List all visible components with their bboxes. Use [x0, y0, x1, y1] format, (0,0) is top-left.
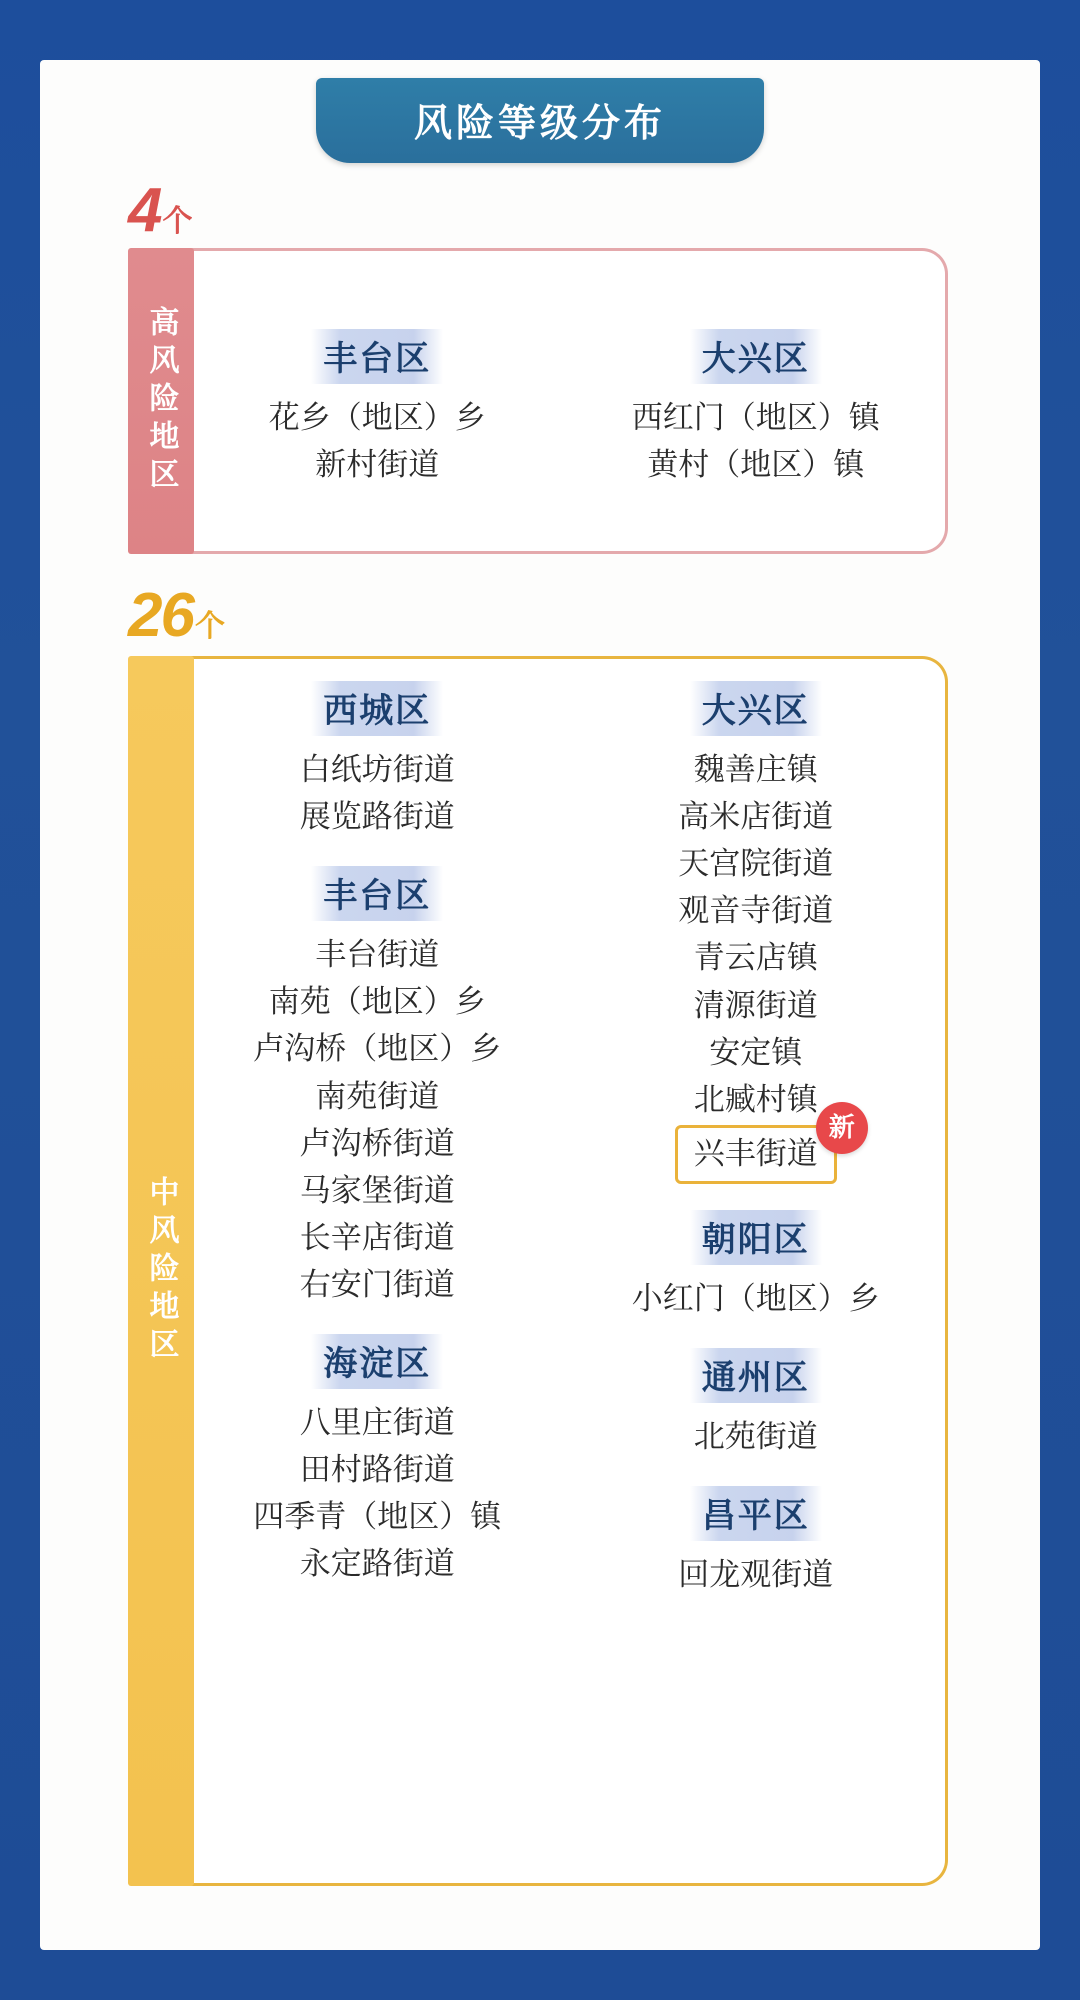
list-item: 右安门街道: [299, 1266, 455, 1302]
list-item: 白纸坊街道: [299, 752, 455, 787]
page-title: 风险等级分布: [316, 78, 764, 163]
medium-risk-count-unit: 个: [194, 610, 225, 643]
high-risk-count-number: 4: [128, 176, 161, 245]
district-name: 丰台区: [311, 866, 443, 921]
district-name: 大兴区: [690, 681, 822, 736]
high-risk-count: [128, 176, 193, 245]
medium-risk-label-text: 中风险地区: [144, 1176, 178, 1366]
list-item: 田村路街道: [299, 1452, 455, 1488]
list-item: 南苑街道: [315, 1078, 440, 1114]
list-item: 南苑（地区）乡: [268, 984, 486, 1020]
district-name: 朝阳区: [690, 1210, 822, 1265]
list-item: 花乡（地区）乡: [268, 400, 486, 435]
medium-risk-columns: [188, 681, 945, 1598]
high-risk-count-unit: 个: [162, 205, 193, 238]
medium-risk-count-number: 26: [128, 581, 193, 650]
list-item: 展览路街道: [299, 799, 455, 835]
district-group: [188, 681, 567, 840]
high-risk-label: [128, 248, 194, 554]
new-badge: 新: [816, 1102, 868, 1154]
medium-risk-label: [128, 656, 194, 1886]
medium-risk-count: [128, 581, 225, 650]
district-name: 西城区: [311, 681, 443, 736]
list-item: 八里庄街道: [299, 1405, 455, 1441]
list-item: 高米店街道: [678, 799, 834, 835]
list-item: 四季青（地区）镇: [253, 1499, 502, 1535]
list-item: 北苑街道: [693, 1419, 818, 1455]
high-risk-columns: [188, 329, 945, 488]
district-group: [567, 681, 946, 1184]
list-item: 清源街道: [693, 987, 818, 1023]
list-item: 丰台街道: [315, 937, 440, 973]
list-item-label: 兴丰街道: [693, 1135, 818, 1171]
district-name: 通州区: [690, 1348, 822, 1403]
list-item: 回龙观街道: [678, 1557, 834, 1593]
list-item: 魏善庄镇: [693, 752, 818, 787]
district-name: 大兴区: [690, 329, 822, 384]
district-group: [567, 1210, 946, 1322]
high-risk-label-text: 高风险地区: [144, 306, 178, 496]
list-item: 马家堡街道: [299, 1172, 455, 1208]
high-risk-panel: [188, 248, 948, 554]
district-group: [567, 1486, 946, 1598]
list-item: 小红门（地区）乡: [631, 1280, 880, 1316]
district-group: [567, 1348, 946, 1460]
medium-risk-section: [128, 656, 948, 1886]
content-card: [40, 60, 1040, 1950]
district-name: 昌平区: [690, 1486, 822, 1541]
list-item: 卢沟桥（地区）乡: [253, 1031, 502, 1067]
medium-risk-column-left: [188, 681, 567, 1598]
list-item: 青云店镇: [693, 940, 818, 976]
list-item: 永定路街道: [299, 1546, 455, 1582]
district-group: [188, 866, 567, 1308]
district-name: 海淀区: [311, 1334, 443, 1389]
district-group: [188, 1334, 567, 1587]
list-item: 安定镇: [709, 1034, 803, 1070]
list-item: 北臧村镇: [693, 1081, 818, 1117]
high-risk-section: [128, 248, 948, 554]
list-item: 卢沟桥街道: [299, 1125, 455, 1161]
list-item: 天宫院街道: [678, 846, 834, 882]
medium-risk-panel: [188, 656, 948, 1886]
high-risk-column: [188, 329, 567, 488]
list-item: 黄村（地区）镇: [647, 447, 865, 483]
list-item: 新村街道: [315, 447, 440, 483]
list-item: 观音寺街道: [678, 893, 834, 929]
high-risk-column: [567, 329, 946, 488]
district-name: 丰台区: [311, 329, 443, 384]
highlighted-list-item: [675, 1112, 855, 1184]
list-item: 西红门（地区）镇: [631, 400, 880, 435]
list-item: 长辛店街道: [299, 1219, 455, 1255]
new-area-row: [567, 1112, 946, 1184]
medium-risk-column-right: [567, 681, 946, 1598]
